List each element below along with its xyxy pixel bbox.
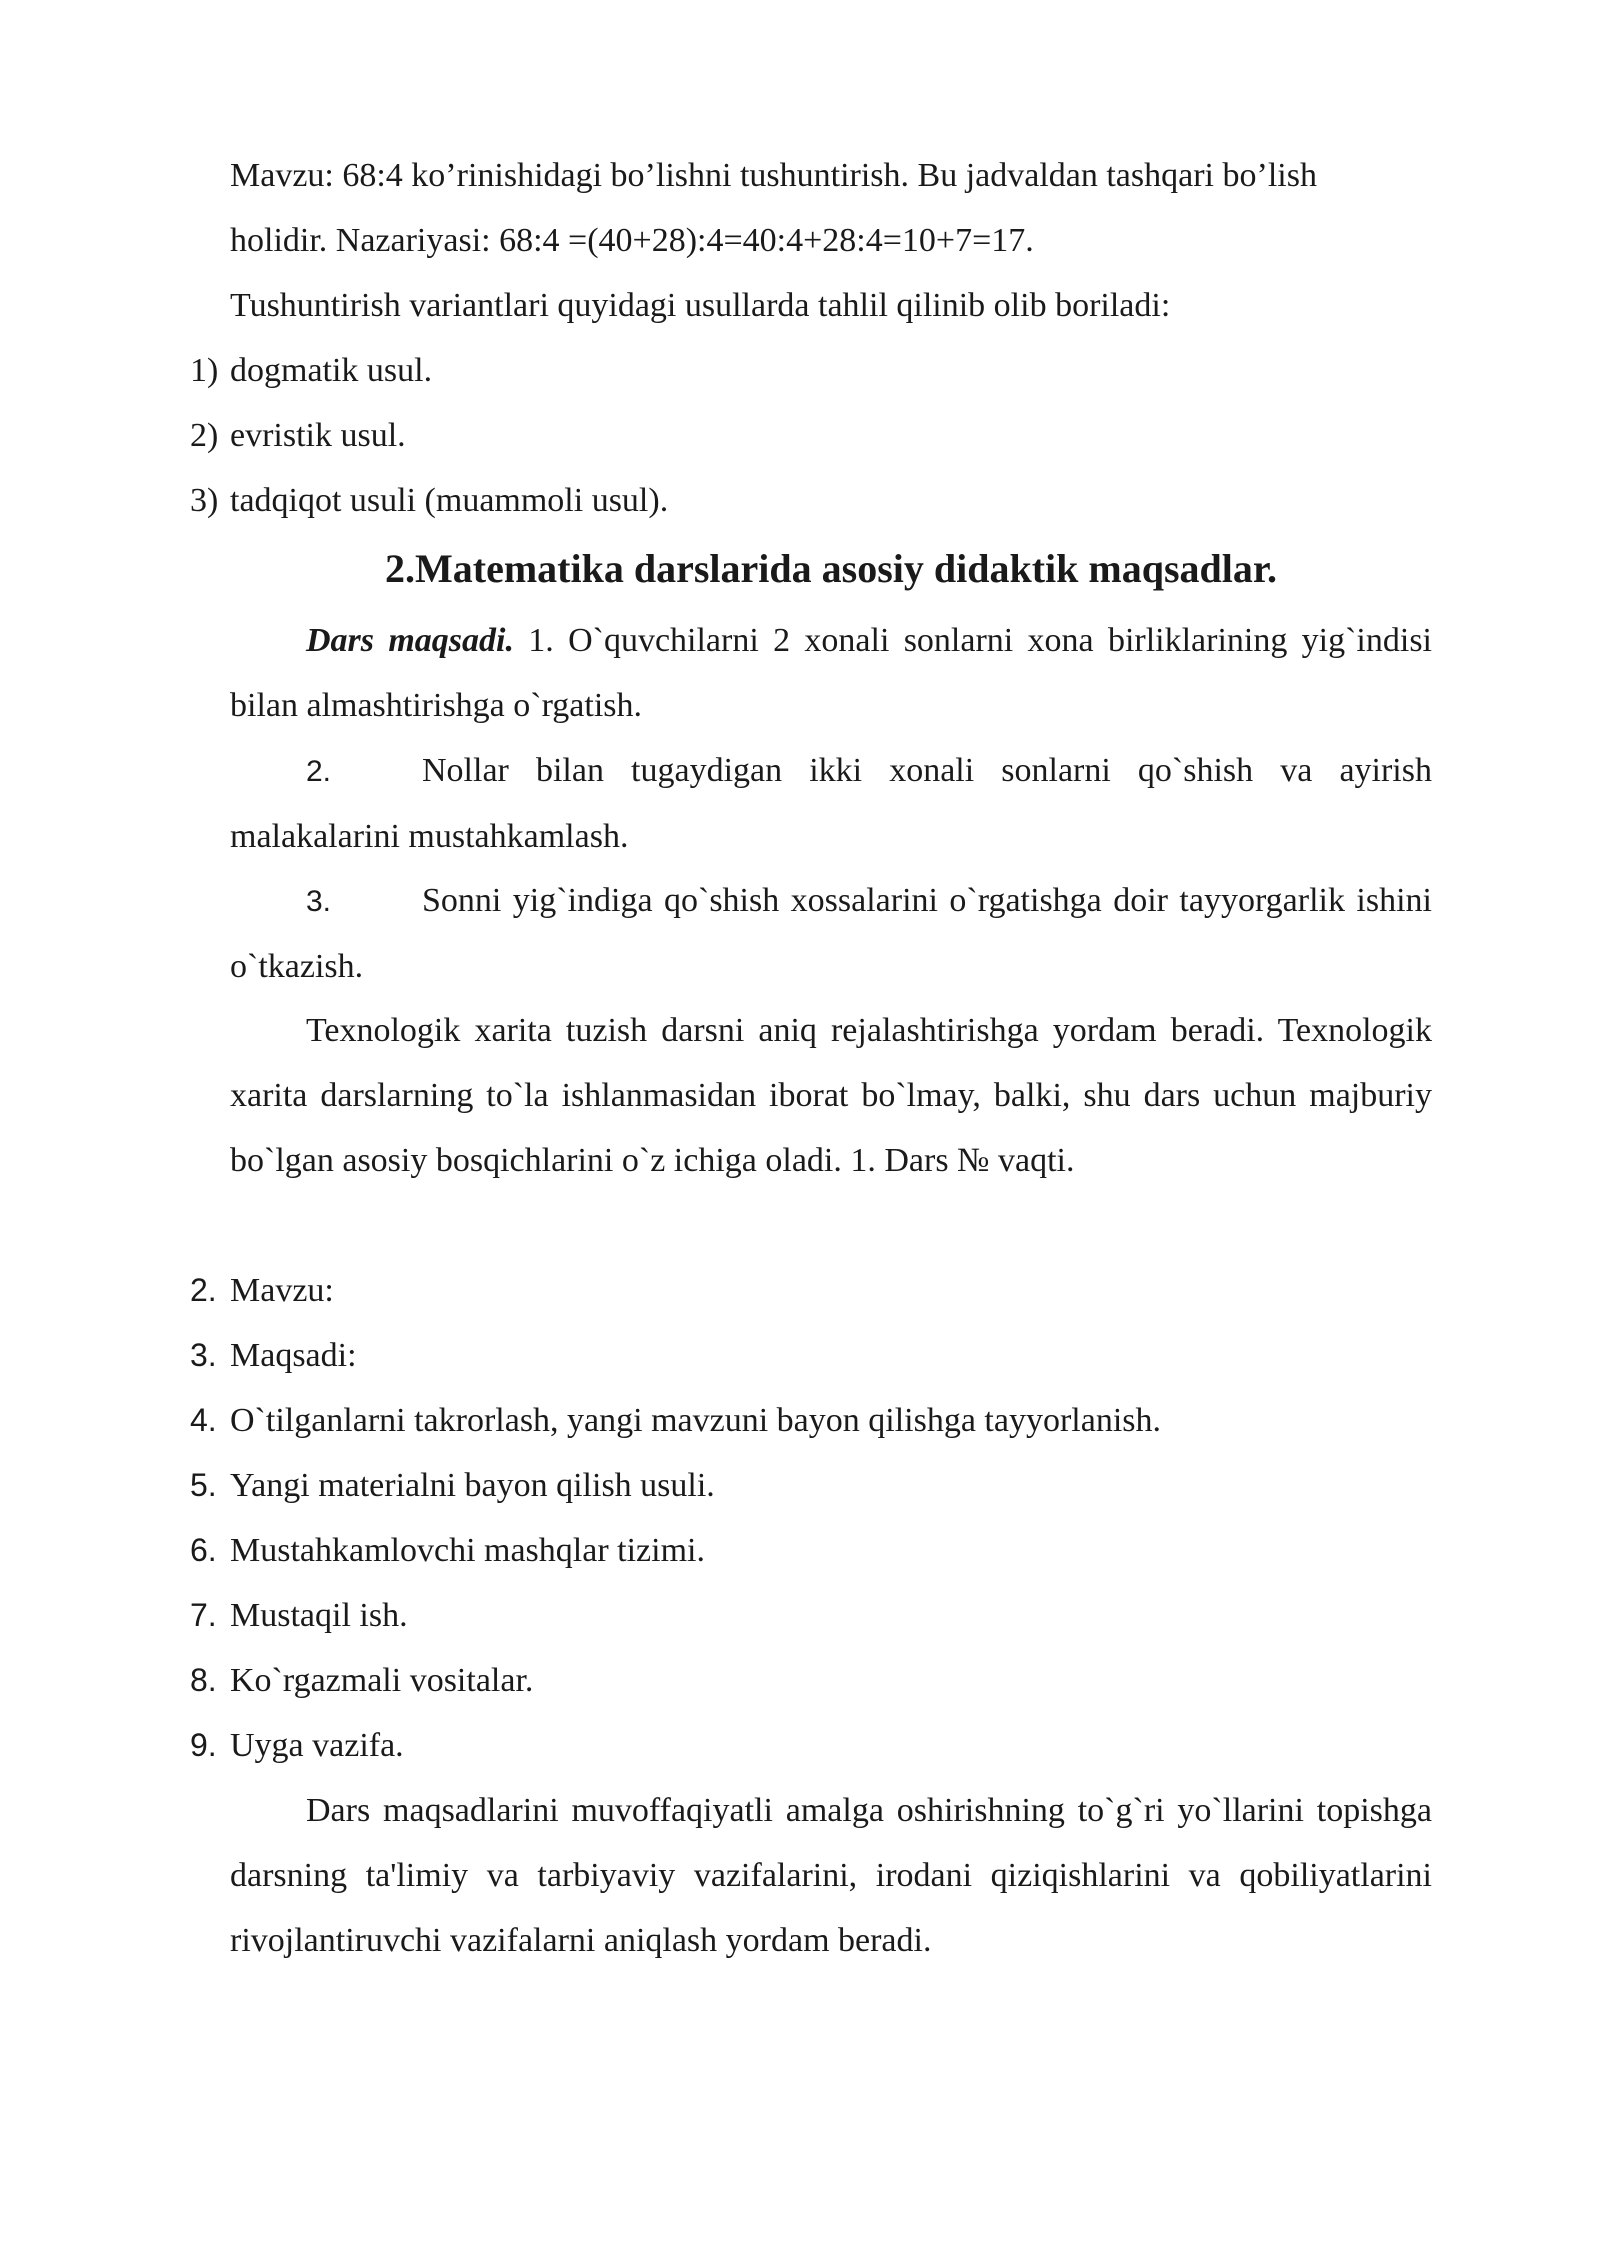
step-item	[190, 1388, 1432, 1453]
step-item	[190, 1323, 1432, 1388]
method-text: tadqiqot usuli (muammoli usul).	[230, 482, 669, 519]
closing-paragraph: Dars maqsadlarini muvoffaqiyatli amalga oshirishning to`g`ri yo`llarini topishga darsning ta'limiy va tarbiyaviy vazifalarini, irodani qiziqishlarini va qobiliyatlarini rivojlantiruvchi vazifalarni aniqlash yordam beradi.	[230, 1792, 1432, 1959]
objective-lead: Dars maqsadi.	[306, 622, 514, 659]
step-number: 4.	[190, 1402, 217, 1438]
method-number: 2)	[190, 417, 219, 454]
method-item	[190, 468, 1432, 533]
objective-1	[230, 608, 1432, 738]
step-text: Uyga vazifa.	[230, 1727, 404, 1764]
objective-2	[230, 738, 1432, 869]
step-text: Yangi materialni bayon qilish usuli.	[230, 1467, 715, 1504]
step-number: 5.	[190, 1467, 217, 1503]
step-item	[190, 1713, 1432, 1778]
step-number: 7.	[190, 1597, 217, 1633]
method-item	[190, 403, 1432, 468]
section-heading: 2.Matematika darslarida asosiy didaktik maqsadlar.	[385, 546, 1277, 591]
step-number: 9.	[190, 1727, 217, 1763]
intro-line-1: Mavzu: 68:4 ko’rinishidagi bo’lishni tushuntirish. Bu jadvaldan tashqari bo’lish	[230, 157, 1317, 194]
step-text: Ko`rgazmali vositalar.	[230, 1662, 534, 1699]
step-item	[190, 1258, 1432, 1323]
step-number: 6.	[190, 1532, 217, 1568]
method-text: dogmatik usul.	[230, 352, 433, 389]
method-text: evristik usul.	[230, 417, 406, 454]
objective-3	[230, 868, 1432, 999]
intro-line-2: holidir. Nazariyasi: 68:4 =(40+28):4=40:4+28:4=10+7=17.	[230, 222, 1034, 259]
step-text: Mavzu:	[230, 1272, 334, 1309]
step-text: Mustaqil ish.	[230, 1597, 408, 1634]
method-number: 1)	[190, 352, 219, 389]
step-number: 2.	[190, 1272, 217, 1308]
step-number: 8.	[190, 1662, 217, 1698]
step-number: 3.	[190, 1337, 217, 1373]
techmap-paragraph: Texnologik xarita tuzish darsni aniq rejalashtirishga yordam beradi. Texnologik xarita darslarning to`la ishlanmasidan iborat bo`lmay, balki, shu dars uchun majburiy bo`lgan asosiy bosqichlarini o`z ichiga oladi. 1. Dars № vaqti.	[230, 1012, 1432, 1179]
intro-line-3: Tushuntirish variantlari quyidagi usullarda tahlil qilinib olib boriladi:	[230, 287, 1171, 324]
method-number: 3)	[190, 482, 219, 519]
step-item	[190, 1453, 1432, 1518]
objective-3-number: 3.	[306, 885, 332, 918]
step-text: Maqsadi:	[230, 1337, 357, 1374]
step-item	[190, 1583, 1432, 1648]
method-item	[190, 338, 1432, 403]
step-text: Mustahkamlovchi mashqlar tizimi.	[230, 1532, 705, 1569]
objective-2-number: 2.	[306, 755, 332, 788]
step-item	[190, 1518, 1432, 1583]
objective-3-text: Sonni yig`indiga qo`shish xossalarini o`rgatishga doir tayyorgarlik ishini o`tkazish.	[230, 882, 1432, 985]
objective-2-text: Nollar bilan tugaydigan ikki xonali sonlarni qo`shish va ayirish malakalarini mustahkamlash.	[230, 752, 1432, 855]
step-item	[190, 1648, 1432, 1713]
step-text: O`tilganlarni takrorlash, yangi mavzuni bayon qilishga tayyorlanish.	[230, 1402, 1161, 1439]
objective-1-text: 1. O`quvchilarni 2 xonali sonlarni xona birliklarining yig`indisi bilan almashtirishga o`rgatish.	[230, 622, 1432, 724]
